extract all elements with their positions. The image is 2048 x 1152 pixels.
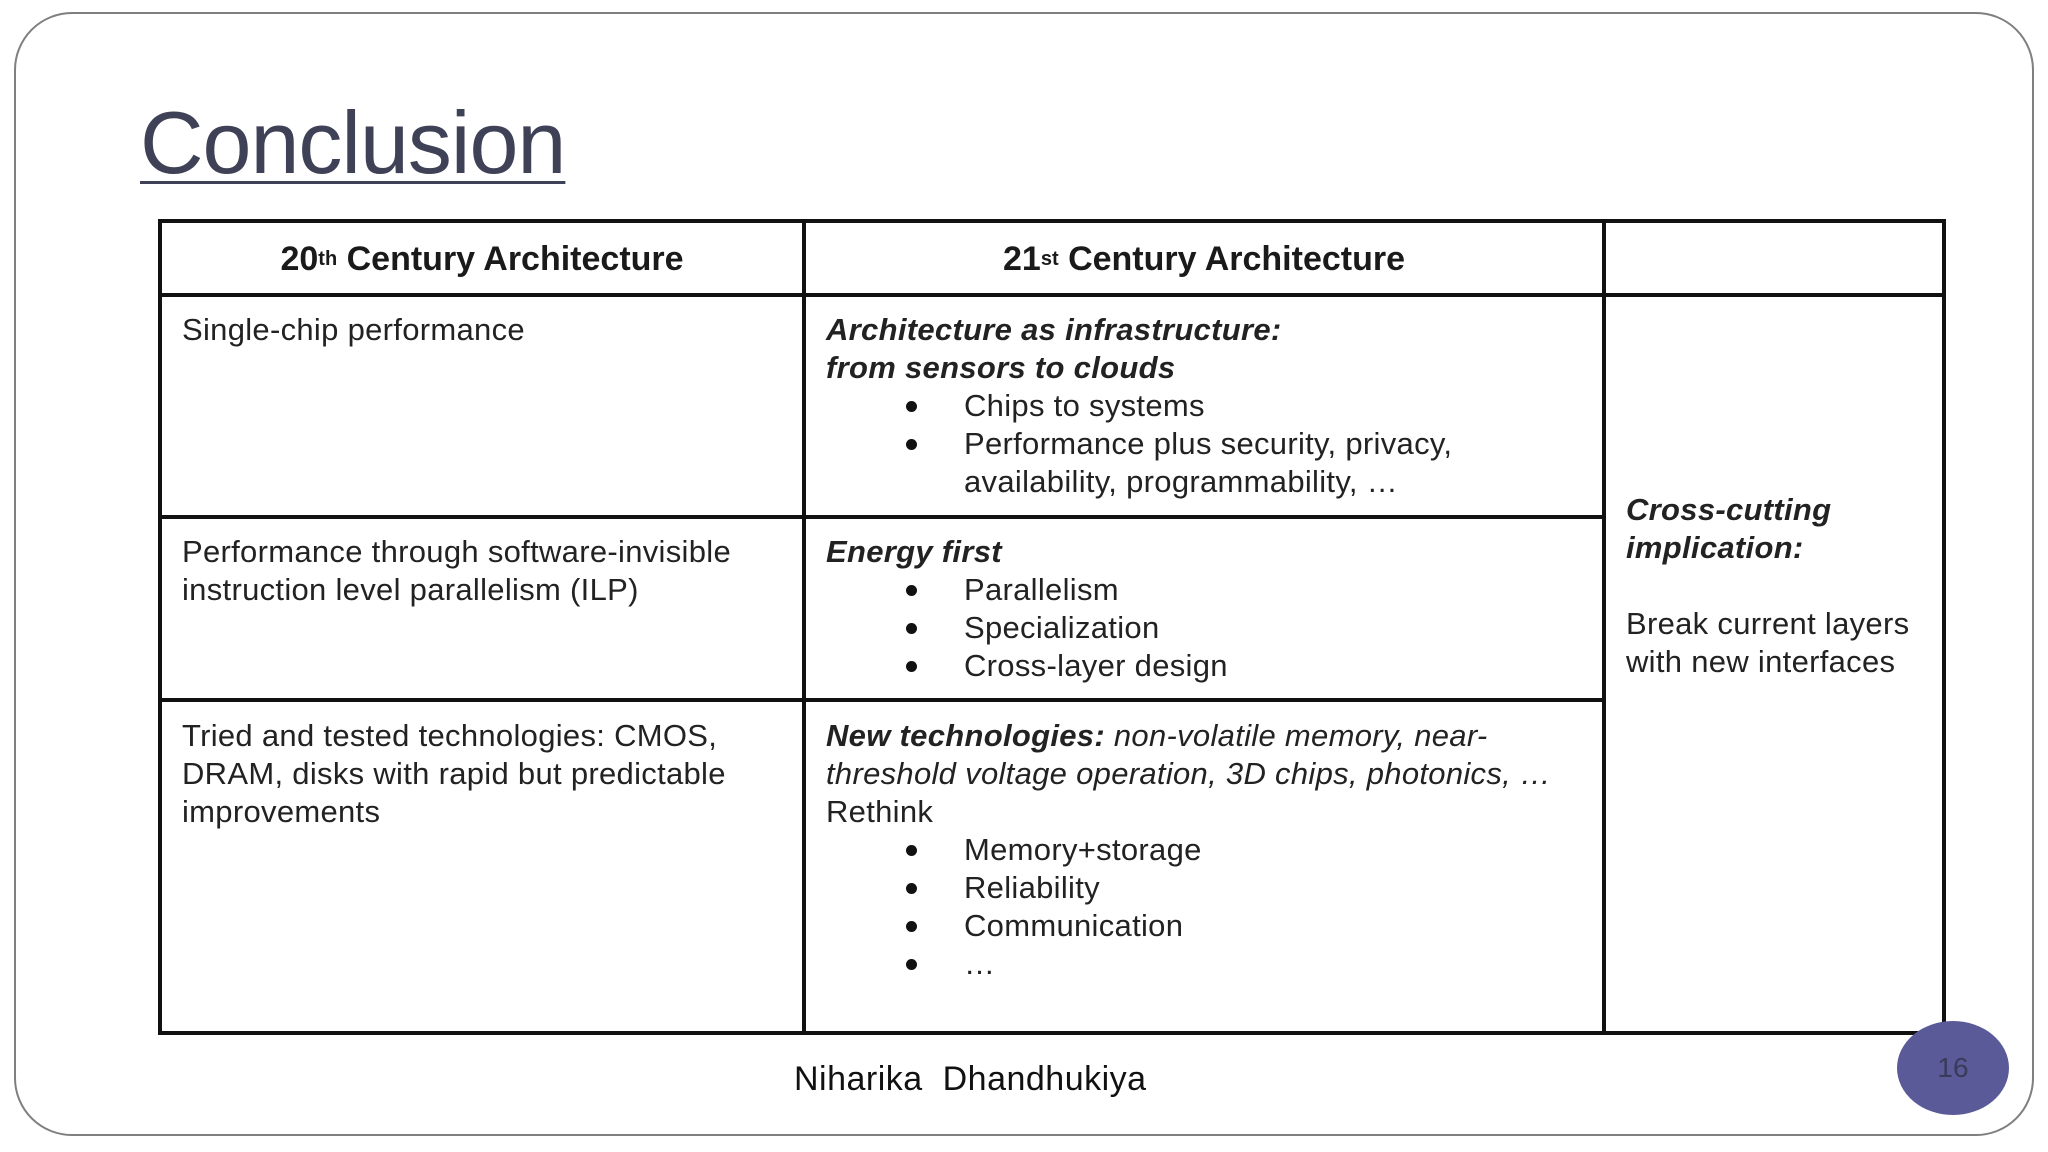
cell-21st-row1	[826, 311, 1586, 501]
cell-21st-row3	[826, 717, 1586, 983]
comparison-table	[158, 219, 1946, 1035]
cell-21st-row2	[826, 533, 1586, 685]
cell-20th-row3: Tried and tested technologies: CMOS, DRAM, disks with rapid but predictable improvements	[182, 718, 726, 829]
list-item: Parallelism	[826, 571, 1586, 609]
cell-text: non-volatile memory, near-threshold voltage operation, 3D chips, photonics, …	[826, 718, 1552, 791]
cell-20th-row2: Performance through software-invisible instruction level parallelism (ILP)	[182, 534, 731, 607]
slide-footer-author: Niharika Dhandhukiya	[794, 1060, 1147, 1098]
bullet-list	[826, 571, 1586, 685]
slide-title: Conclusion	[140, 93, 566, 192]
cell-heading: Energy first	[826, 534, 1002, 569]
list-item: …	[826, 945, 1586, 983]
list-item: Cross-layer design	[826, 647, 1586, 685]
list-item: Memory+storage	[826, 831, 1586, 869]
column-divider	[1602, 223, 1606, 1031]
cell-heading: Architecture as infrastructure:	[826, 312, 1282, 347]
cell-20th-row1: Single-chip performance	[182, 312, 525, 347]
list-item: Specialization	[826, 609, 1586, 647]
page-number-badge	[1897, 1021, 2009, 1115]
cross-cutting-text: Break current layers with new interfaces	[1626, 606, 1910, 679]
list-item: Performance plus security, privacy, availability, programmability, …	[826, 425, 1586, 501]
row-divider	[162, 698, 1606, 702]
header-21st-century: 21 st Century Architecture	[1003, 239, 1405, 278]
rethink-label: Rethink	[826, 794, 934, 829]
cell-heading: from sensors to clouds	[826, 350, 1176, 385]
header-empty	[1606, 223, 1946, 295]
cross-cutting-heading: Cross-cutting implication:	[1626, 492, 1832, 565]
column-divider	[802, 223, 806, 1031]
cell-cross-cutting	[1626, 491, 1926, 681]
header-20th-century: 20 th Century Architecture	[280, 239, 684, 278]
list-item: Communication	[826, 907, 1586, 945]
page-number: 16	[1937, 1052, 1969, 1083]
cell-heading: New technologies:	[826, 718, 1105, 753]
list-item: Chips to systems	[826, 387, 1586, 425]
bullet-list	[826, 387, 1586, 501]
row-divider	[162, 515, 1606, 519]
bullet-list	[826, 831, 1586, 983]
list-item: Reliability	[826, 869, 1586, 907]
